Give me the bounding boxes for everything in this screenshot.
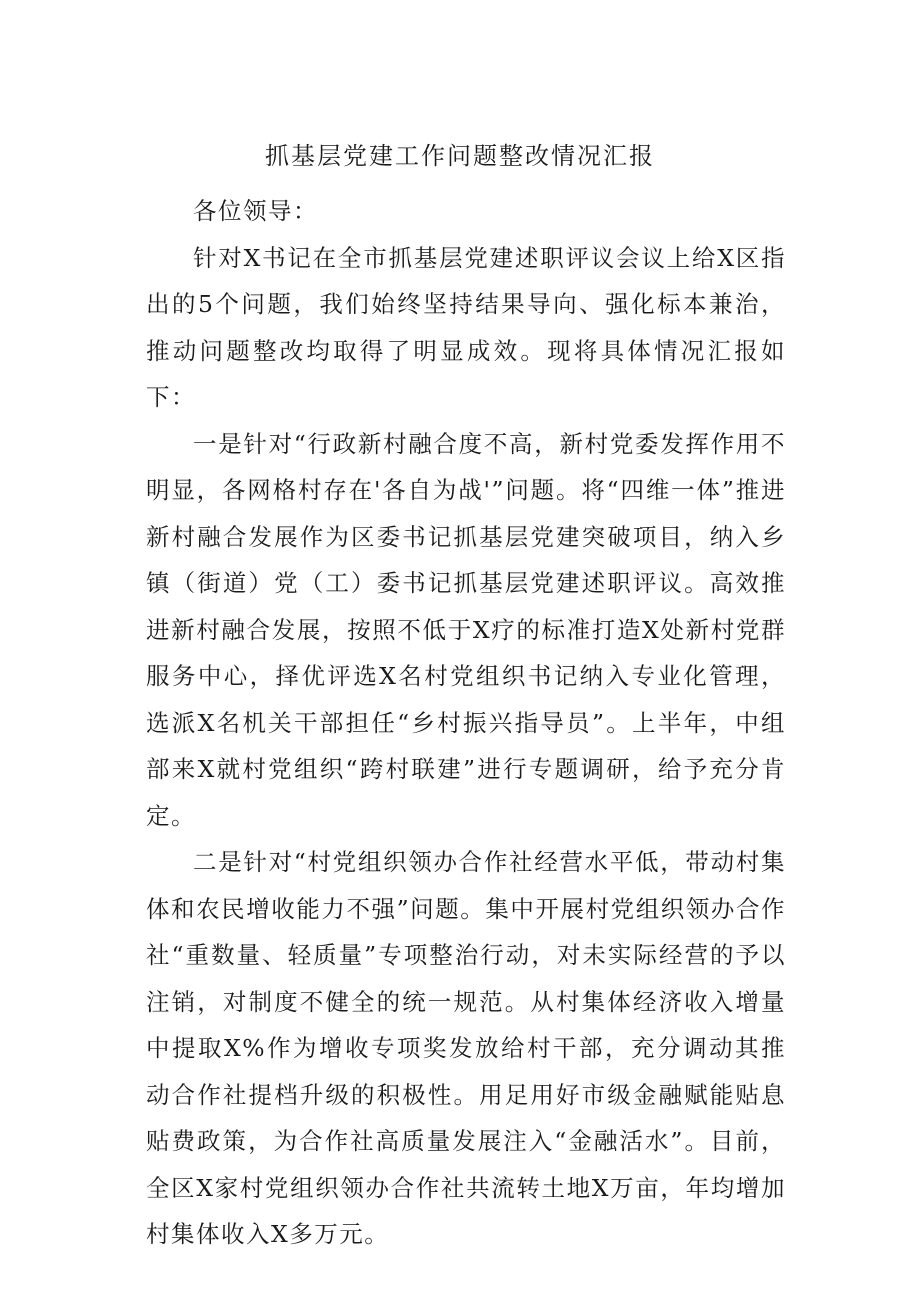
salutation: 各位领导： xyxy=(193,197,318,225)
document-title: 抓基层党建工作问题整改情况汇报 xyxy=(265,142,655,170)
paragraph-item-one: 一是针对“行政新村融合度不高，新村党委发挥作用不明显，各网格村存在'各自为战'”问题。将“四维一体”推进新村融合发展作为区委书记抓基层党建突破项目，纳入乡镇（街道）党（工）委书记抓基层党建述职评议。高效推进新村融合发展，按照不低于X疗的标准打造X处新村党群服务中心，择优评选X名村党组织书记纳入专业化管理，选派X名机关干部担任“乡村振兴指导员”。上半年，中组部来X就村党组织“跨村联建”进行专题调研，给予充分肯定。 xyxy=(146,429,786,830)
document-body xyxy=(146,188,786,1258)
paragraph-intro: 针对X书记在全市抓基层党建述职评议会议上给X区指出的5个问题，我们始终坚持结果导向、强化标本兼治，推动问题整改均取得了明显成效。现将具体情况汇报如下： xyxy=(146,243,786,411)
paragraph-item-two: 二是针对“村党组织领办合作社经营水平低，带动村集体和农民增收能力不强”问题。集中开展村党组织领办合作社“重数量、轻质量”专项整治行动，对未实际经营的予以注销，对制度不健全的统一规范。从村集体经济收入增量中提取X%作为增收专项奖发放给村干部，充分调动其推动合作社提档升级的积极性。用足用好市级金融赋能贴息贴费政策，为合作社高质量发展注入“金融活水”。目前，全区X家村党组织领办合作社共流转土地X万亩，年均增加村集体收入X多万元。 xyxy=(146,848,786,1248)
